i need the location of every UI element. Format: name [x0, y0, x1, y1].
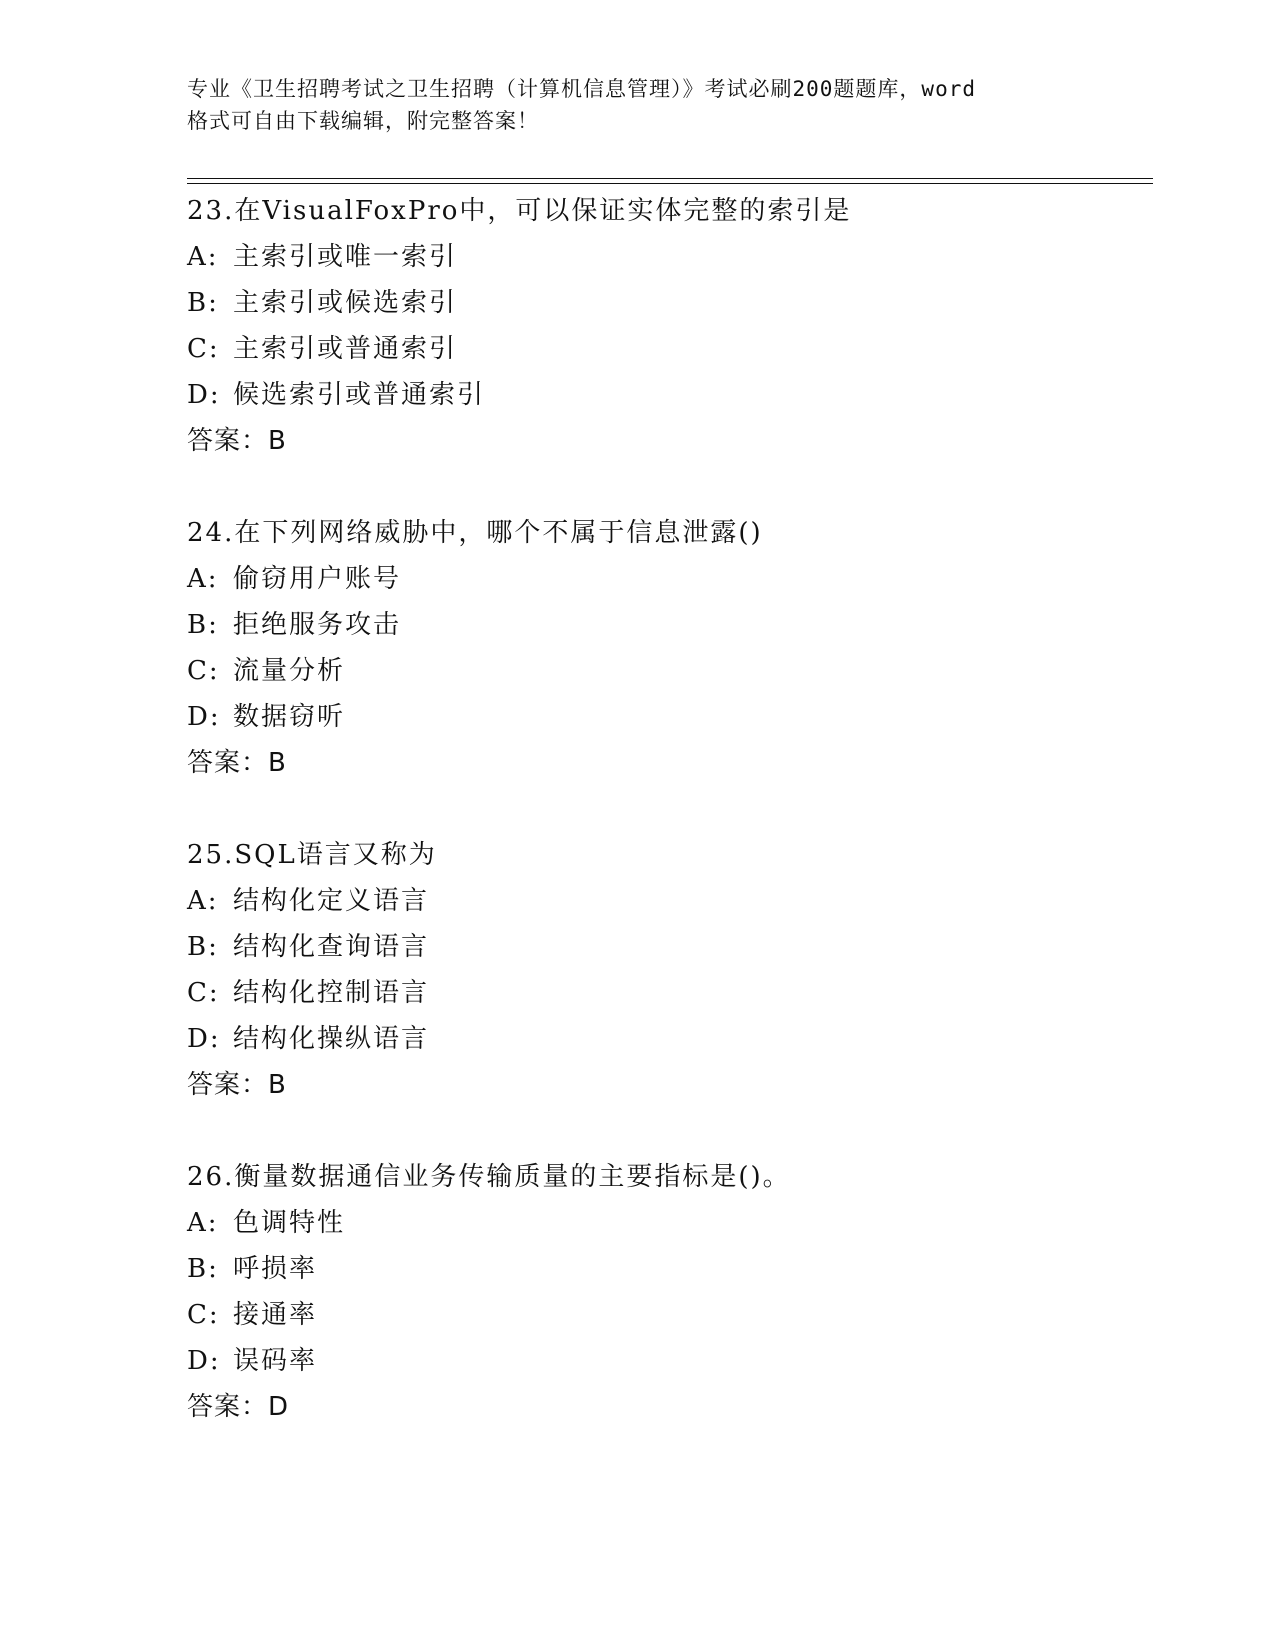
- option-text: 结构化控制语言: [233, 978, 430, 1008]
- question-26: [187, 1154, 1153, 1430]
- option-text: 主索引或唯一索引: [233, 242, 458, 272]
- option-text: 结构化定义语言: [233, 886, 430, 916]
- option-label: C:: [187, 656, 220, 686]
- header-divider-top: [187, 178, 1153, 179]
- question-24: [187, 510, 1153, 786]
- option-text: 偷窃用户账号: [233, 564, 402, 594]
- document-header: [187, 73, 1087, 137]
- option-a: [187, 1200, 1153, 1246]
- option-text: 结构化查询语言: [233, 932, 430, 962]
- option-label: A:: [187, 1208, 219, 1238]
- option-b: [187, 280, 1153, 326]
- option-c: [187, 970, 1153, 1016]
- option-text: 呼损率: [233, 1254, 318, 1284]
- option-text: 色调特性: [233, 1208, 346, 1238]
- header-line-2: 格式可自由下载编辑，附完整答案！: [187, 109, 539, 133]
- question-stem: 24.在下列网络威胁中，哪个不属于信息泄露(): [187, 518, 763, 548]
- option-label: A:: [187, 242, 219, 272]
- option-text: 结构化操纵语言: [233, 1024, 430, 1054]
- option-d: [187, 1016, 1153, 1062]
- option-label: D:: [187, 380, 221, 410]
- option-a: [187, 556, 1153, 602]
- option-b: [187, 602, 1153, 648]
- option-label: D:: [187, 1346, 221, 1376]
- option-text: 主索引或普通索引: [233, 334, 458, 364]
- option-label: D:: [187, 1024, 221, 1054]
- option-text: 拒绝服务攻击: [233, 610, 402, 640]
- option-text: 流量分析: [233, 656, 346, 686]
- option-text: 数据窃听: [233, 702, 346, 732]
- option-label: C:: [187, 1300, 220, 1330]
- option-label: C:: [187, 334, 220, 364]
- option-text: 主索引或候选索引: [233, 288, 458, 318]
- answer-line: 答案：B: [187, 748, 287, 778]
- option-text: 候选索引或普通索引: [233, 380, 486, 410]
- question-stem: 25.SQL语言又称为: [187, 840, 437, 870]
- option-a: [187, 878, 1153, 924]
- header-line-1: 专业《卫生招聘考试之卫生招聘（计算机信息管理）》考试必刷200题题库，word: [187, 77, 976, 101]
- question-list: [187, 188, 1153, 1476]
- option-d: [187, 694, 1153, 740]
- question-25: [187, 832, 1153, 1108]
- question-stem: 26.衡量数据通信业务传输质量的主要指标是()。: [187, 1162, 791, 1192]
- option-label: B:: [187, 610, 219, 640]
- answer-line: 答案：B: [187, 426, 287, 456]
- option-label: B:: [187, 932, 219, 962]
- option-text: 误码率: [233, 1346, 318, 1376]
- option-b: [187, 924, 1153, 970]
- option-label: C:: [187, 978, 220, 1008]
- option-label: A:: [187, 564, 219, 594]
- question-23: [187, 188, 1153, 464]
- option-b: [187, 1246, 1153, 1292]
- option-d: [187, 1338, 1153, 1384]
- option-text: 接通率: [233, 1300, 318, 1330]
- option-label: B:: [187, 288, 219, 318]
- option-c: [187, 648, 1153, 694]
- option-c: [187, 1292, 1153, 1338]
- answer-line: 答案：B: [187, 1070, 287, 1100]
- option-label: D:: [187, 702, 221, 732]
- question-stem: 23.在VisualFoxPro中，可以保证实体完整的索引是: [187, 196, 852, 226]
- option-c: [187, 326, 1153, 372]
- answer-line: 答案：D: [187, 1392, 290, 1422]
- option-a: [187, 234, 1153, 280]
- header-divider-bottom: [187, 183, 1153, 184]
- option-label: B:: [187, 1254, 219, 1284]
- option-label: A:: [187, 886, 219, 916]
- option-d: [187, 372, 1153, 418]
